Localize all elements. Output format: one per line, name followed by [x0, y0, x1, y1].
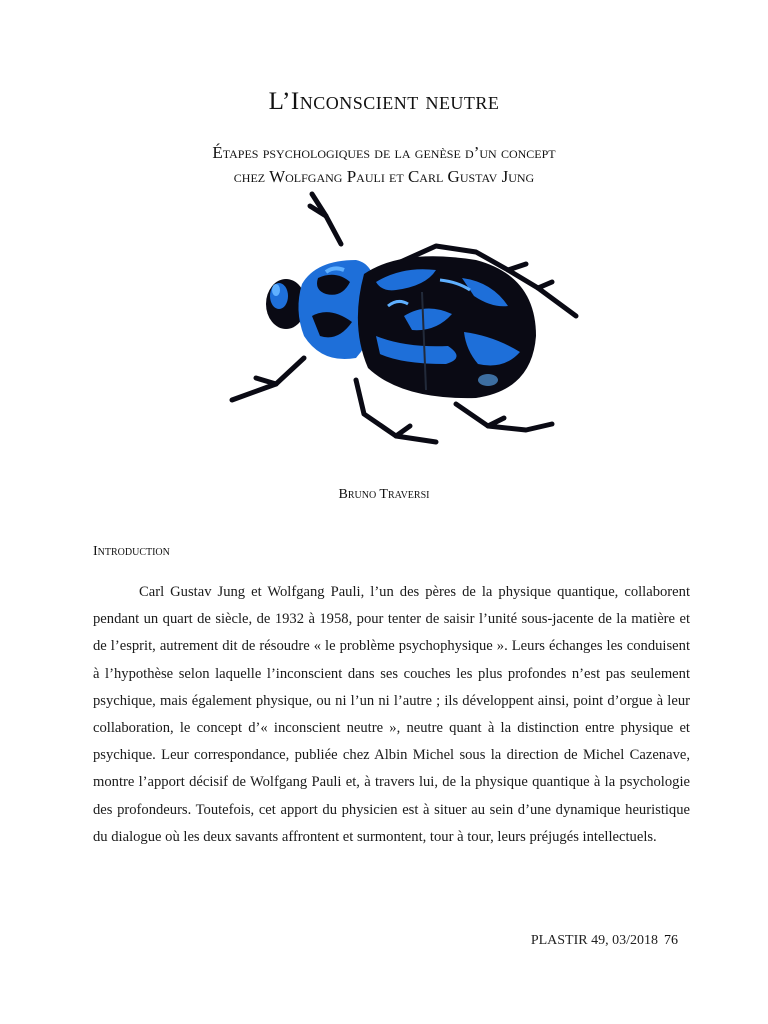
beetle-icon — [226, 186, 586, 456]
subtitle-line-1: Étapes psychologiques de la genèse d’un concept — [212, 143, 556, 162]
body-paragraph: Carl Gustav Jung et Wolfgang Pauli, l’un des pères de la physique quantique, collaborent pendant un quart de siècle, de 1932 à 1958, pour tenter de saisir l’unité sous-jacente de la matière et de l’esprit, autrement dit de résoudre « le problème psychophysique ». Leurs échanges les conduisent à l’hypothèse selon laquelle l’inconscient dans ses couches les plus profondes n’est pas seulement psychique, mais également physique, ou ni l’un ni l’autre ; ils développent ainsi, point d’orgue à leur collaboration, le concept d’« inconscient neutre », neutre quant à la distinction entre physique et psychique. Leur correspondance, publiée chez Albin Michel sous la direction de Michel Cazenave, montre l’apport décisif de Wolfgang Pauli et, à travers lui, de la physique quantique à la psychologie des profondeurs. Toutefois, cet apport du physicien est à situer au sein d’une dynamique heuristique du dialogue où les deux savants affrontent et surmontent, tour à tour, leurs préjugés intellectuels. — [93, 584, 690, 845]
document-subtitle — [0, 141, 768, 189]
document-title: L’Inconscient neutre — [268, 88, 500, 115]
section-heading: Introduction — [93, 544, 170, 559]
page-number: 76 — [664, 933, 678, 948]
author-name: Bruno Traversi — [338, 487, 430, 502]
subtitle-line-2: chez Wolfgang Pauli et Carl Gustav Jung — [233, 167, 535, 186]
footer-journal: PLASTIR 49, 03/2018 — [530, 933, 658, 948]
beetle-illustration — [226, 186, 586, 456]
page-footer — [531, 933, 678, 949]
